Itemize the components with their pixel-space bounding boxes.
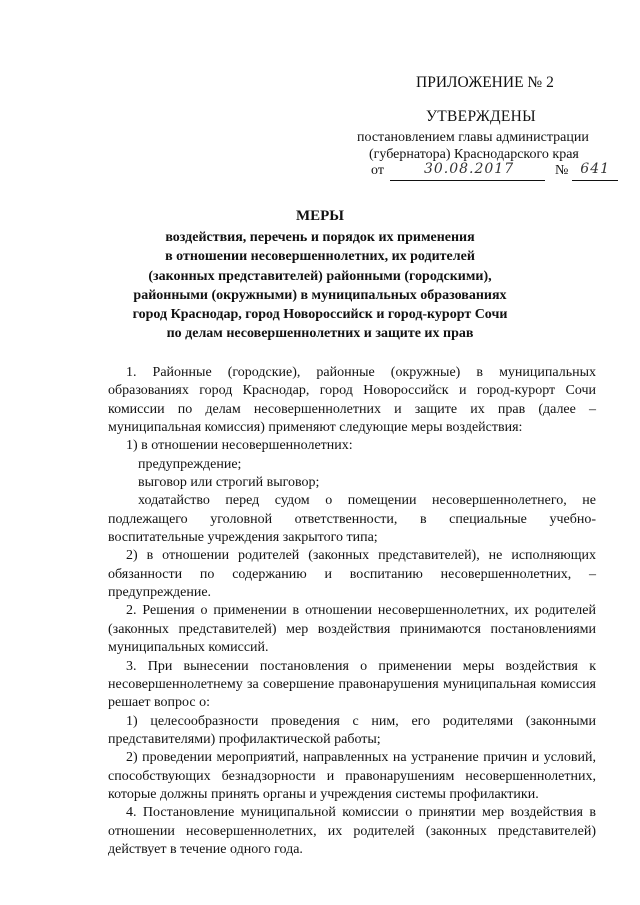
- subtitle-line: город Краснодар, город Новороссийск и город-курорт Сочи: [132, 307, 508, 323]
- decree-line-1: постановлением главы администрации: [357, 130, 589, 145]
- decree-date-row: [371, 161, 618, 181]
- document-subtitle: [100, 228, 540, 344]
- handwritten-number: 641: [580, 161, 611, 177]
- number-label: №: [554, 163, 569, 178]
- paragraph-3-item-1: 1) целесообразности проведения с ним, его родителями (законными представителями) профилактической работы;: [108, 713, 596, 747]
- paragraph-1-item-1: 1) в отношении несовершеннолетних:: [126, 438, 353, 454]
- paragraph-1-item-1c: ходатайство перед судом о помещении несовершеннолетнего, не подлежащего уголовной ответственности, в специальные учебно-воспитательные учреждения закрытого типа;: [108, 493, 596, 546]
- paragraph-1-item-1b: выговор или строгий выговор;: [138, 475, 320, 491]
- paragraph-4: 4. Постановление муниципальной комиссии о принятии мер воздействия в отношении несовершеннолетних, их родителей (законных представителей) действует в течение одного года.: [108, 805, 596, 857]
- subtitle-line: воздействия, перечень и порядок их применения: [165, 230, 475, 245]
- approved-label: УТВЕРЖДЕНЫ: [426, 108, 536, 125]
- date-blank: [390, 161, 545, 181]
- decree-line-2: (губернатора) Краснодарского края: [369, 147, 579, 162]
- from-label: от: [371, 163, 384, 178]
- paragraph-3: 3. При вынесении постановления о применении меры воздействия к несовершеннолетнему за совершение правонарушения муниципальная комиссия решает вопрос о:: [108, 658, 596, 711]
- paragraph-3-item-2: 2) проведении мероприятий, направленных на устранение причин и условий, способствующих безнадзорности и правонарушениям несовершеннолетних, которые должны принять органы и учреждения системы профилактики.: [108, 750, 596, 802]
- document-title: МЕРЫ: [295, 208, 345, 224]
- subtitle-line: по делам несовершеннолетних и защите их прав: [166, 326, 474, 342]
- paragraph-2: 2. Решения о применении в отношении несовершеннолетних, их родителей (законных представителей) мер воздействия принимаются постановлениями муниципальных комиссий.: [108, 603, 596, 656]
- paragraph-1-item-1a: предупреждение;: [138, 456, 242, 472]
- paragraph-1: 1. Районные (городские), районные (окружные) в муниципальных образованиях город Краснодар, город Новороссийск и город-курорт Сочи комиссии по делам несовершеннолетних и защите их прав (далее – муниципальная комиссия) применяют следующие меры воздействия:: [108, 365, 596, 436]
- subtitle-line: в отношении несовершеннолетних, их родителей: [165, 249, 475, 265]
- subtitle-line: (законных представителей) районными (городскими),: [148, 268, 492, 284]
- paragraph-1-item-2: 2) в отношении родителей (законных представителей), не исполняющих обязанности по содержанию и воспитанию несовершеннолетних, – предупреждение.: [108, 548, 596, 601]
- document-body: [108, 364, 596, 859]
- handwritten-date: 30.08.2017: [423, 161, 515, 177]
- subtitle-line: районными (окружными) в муниципальных образованиях: [133, 287, 507, 303]
- appendix-label: ПРИЛОЖЕНИЕ № 2: [416, 74, 554, 91]
- number-blank: [572, 161, 618, 181]
